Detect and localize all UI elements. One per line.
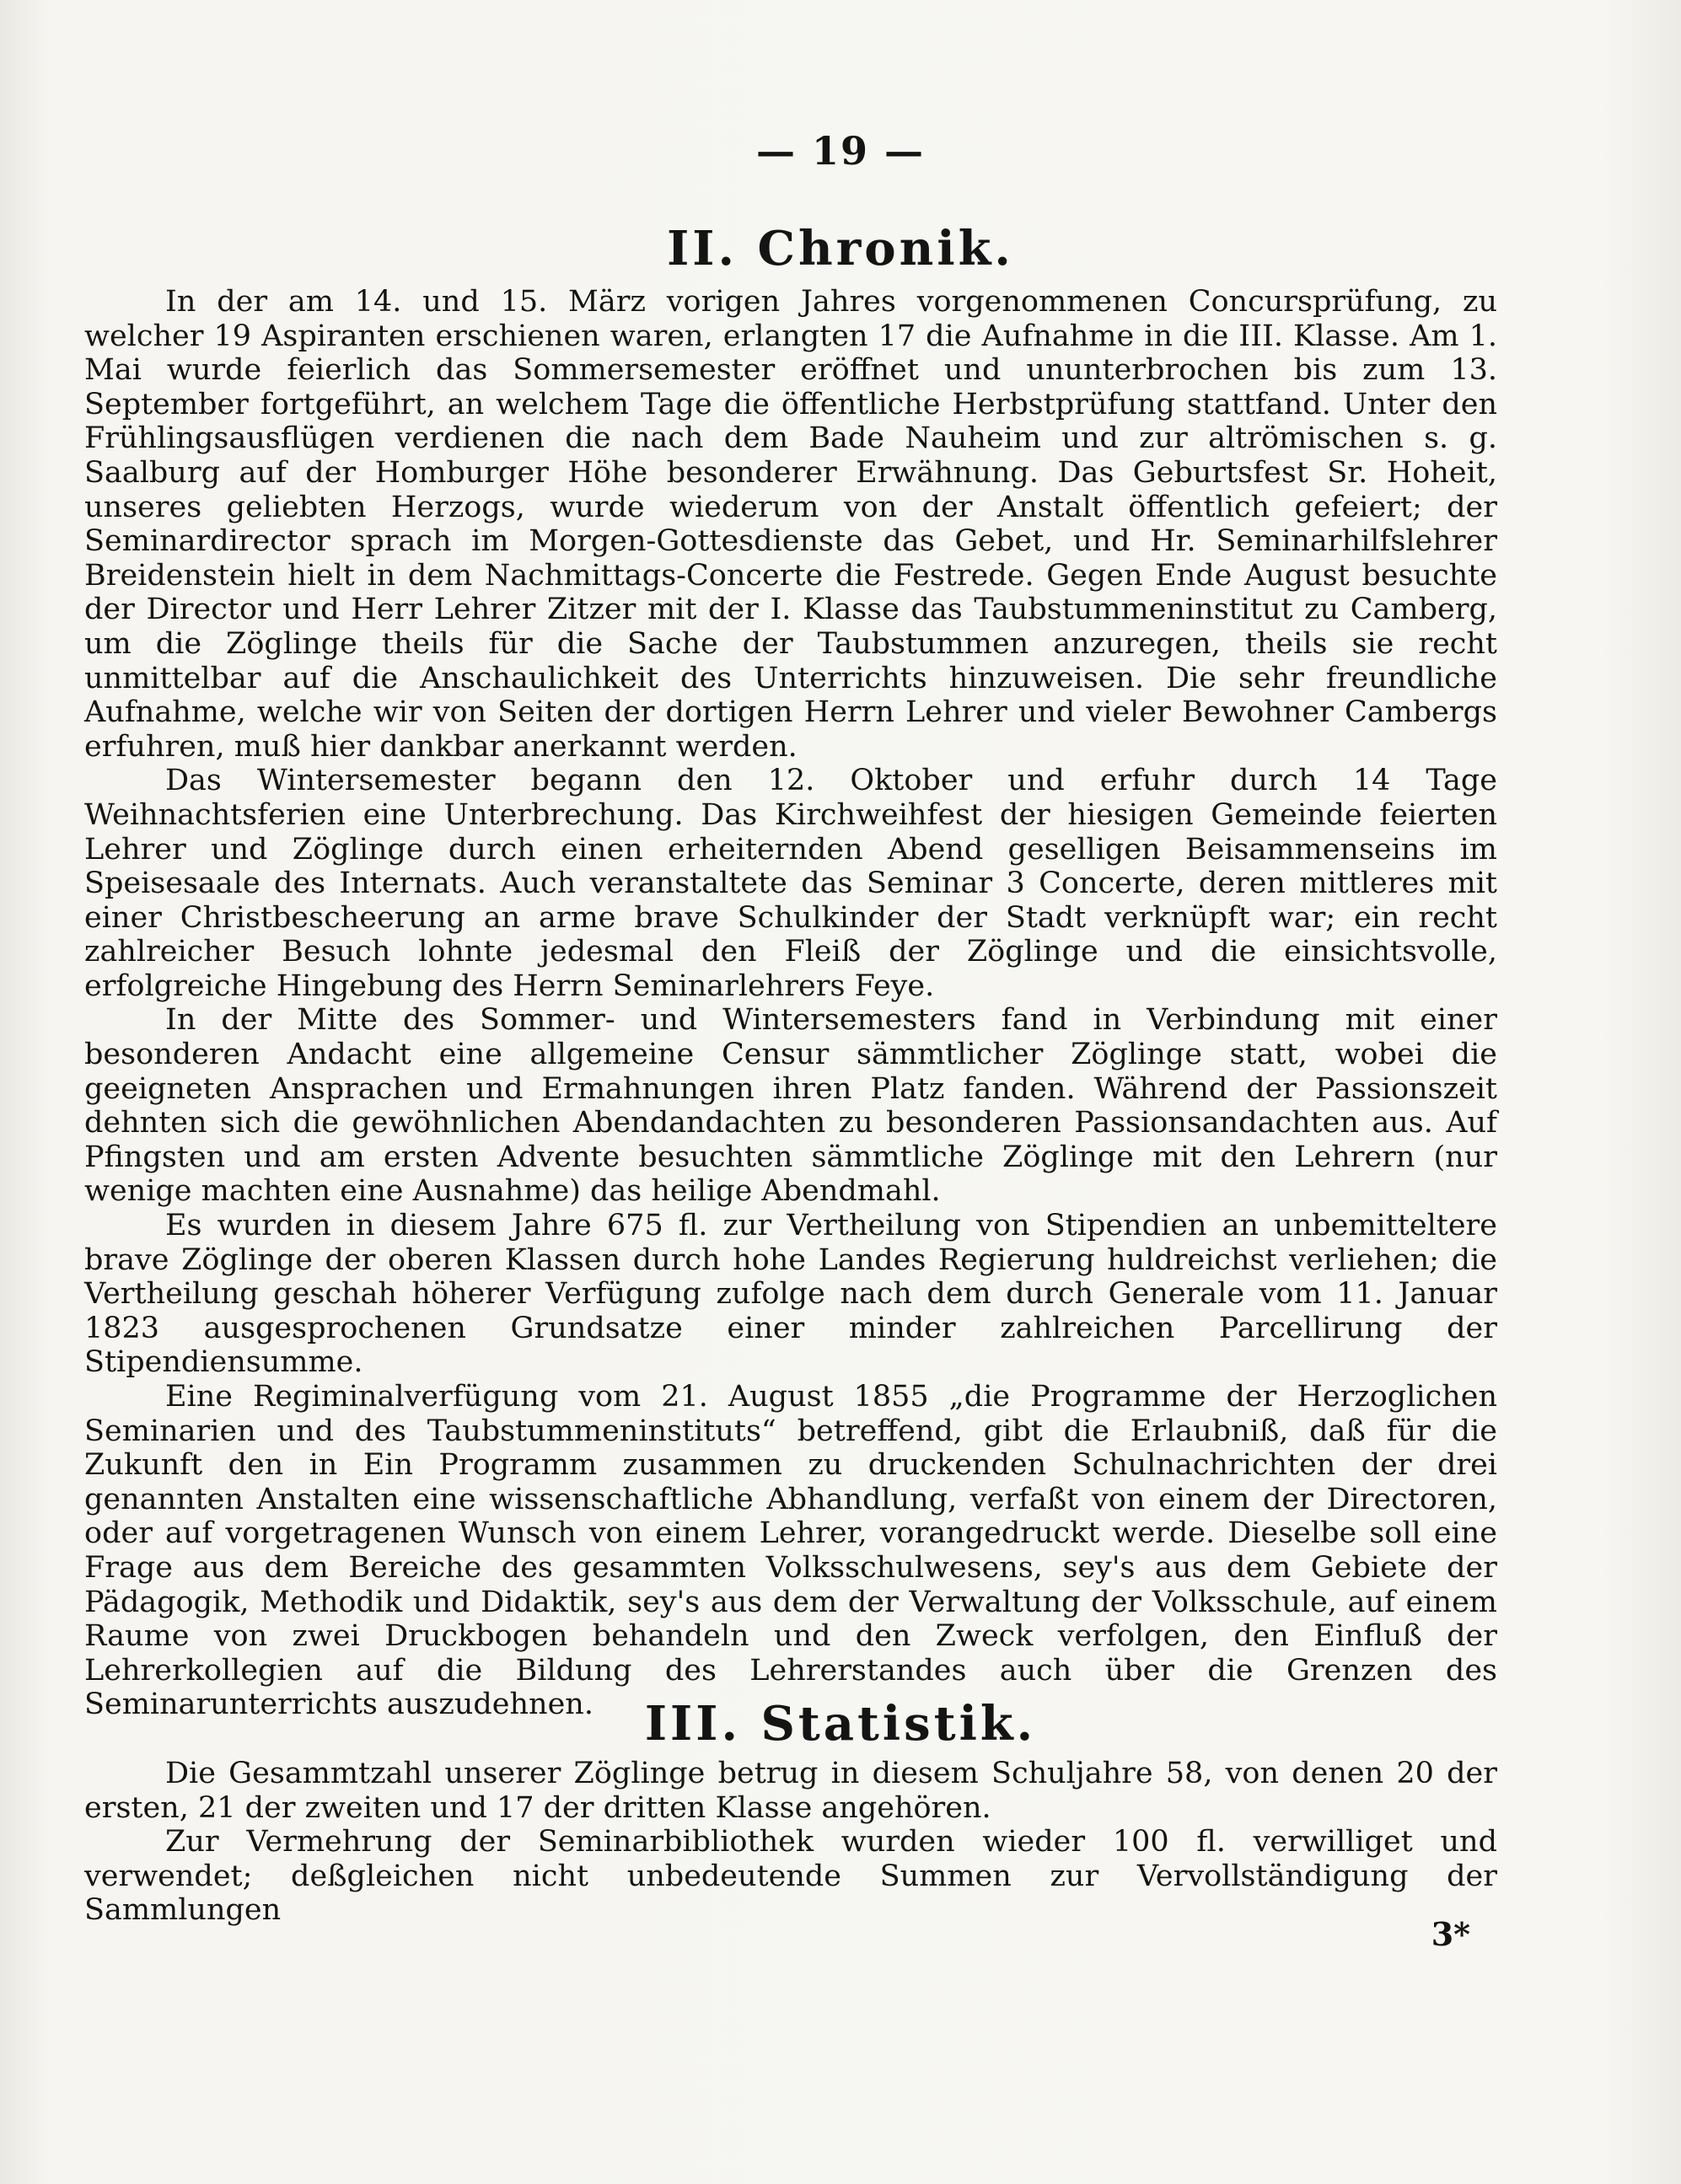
printer-signature-mark: 3* bbox=[1431, 1915, 1470, 1953]
statistik-section bbox=[84, 1757, 1497, 1928]
chronik-paragraph: Es wurden in diesem Jahre 675 fl. zur Vertheilung von Stipendien an unbemitteltere brave Zöglinge der oberen Klassen durch hohe Landes Regierung huldreichst verliehen; die Vertheilung geschah höherer Verfügung zufolge nach dem durch Generale vom 11. Januar 1823 ausgesprochenen Grundsatze einer minder zahlreichen Parcellirung der Stipendiensumme. bbox=[84, 1209, 1497, 1380]
chronik-section bbox=[84, 285, 1497, 1722]
page-number: — 19 — bbox=[755, 128, 926, 174]
statistik-paragraph: Zur Vermehrung der Seminarbibliothek wurden wieder 100 fl. verwilliget und verwendet; deßgleichen nicht unbedeutende Summen zur Vervollständigung der Sammlungen bbox=[84, 1825, 1497, 1928]
section-heading-statistik: III. Statistik. bbox=[644, 1696, 1037, 1752]
chronik-paragraph: Eine Regiminalverfügung vom 21. August 1855 „die Programme der Herzoglichen Seminarien und des Taubstummeninstituts“ betreffend, gibt die Erlaubniß, daß für die Zukunft den in Ein Programm zusammen zu druckenden Schulnachrichten der drei genannten Anstalten eine wissenschaftliche Abhandlung, verfaßt von einem der Directoren, oder auf vorgetragenen Wunsch von einem Lehrer, vorangedruckt werde. Dieselbe soll eine Frage aus dem Bereiche des gesammten Volksschulwesens, sey's aus dem Gebiete der Pädagogik, Methodik und Didaktik, sey's aus dem der Verwaltung der Volksschule, auf einem Raume von zwei Druckbogen behandeln und den Zweck verfolgen, den Einfluß der Lehrerkollegien auf die Bildung des Lehrerstandes auch über die Grenzen des Seminarunterrichts auszudehnen. bbox=[84, 1380, 1497, 1722]
statistik-paragraph: Die Gesammtzahl unserer Zöglinge betrug in diesem Schuljahre 58, von denen 20 der ersten, 21 der zweiten und 17 der dritten Klasse angehören. bbox=[84, 1757, 1497, 1825]
chronik-paragraph: In der Mitte des Sommer- und Wintersemesters fand in Verbindung mit einer besonderen Andacht eine allgemeine Censur sämmtlicher Zöglinge statt, wobei die geeigneten Ansprachen und Ermahnungen ihren Platz fanden. Während der Passionszeit dehnten sich die gewöhnlichen Abendandachten zu besonderen Passionsandachten aus. Auf Pfingsten und am ersten Advente besuchten sämmtliche Zöglinge mit den Lehrern (nur wenige machten eine Ausnahme) das heilige Abendmahl. bbox=[84, 1003, 1497, 1209]
chronik-paragraph: Das Wintersemester begann den 12. Oktober und erfuhr durch 14 Tage Weihnachtsferien eine Unterbrechung. Das Kirchweihfest der hiesigen Gemeinde feierten Lehrer und Zöglinge durch einen erheiternden Abend geselligen Beisammenseins im Speisesaale des Internats. Auch veranstaltete das Seminar 3 Concerte, deren mittleres mit einer Christbescheerung an arme brave Schulkinder der Stadt verknüpft war; ein recht zahlreicher Besuch lohnte jedesmal den Fleiß der Zöglinge und die einsichtsvolle, erfolgreiche Hingebung des Herrn Seminarlehrers Feye. bbox=[84, 764, 1497, 1003]
chronik-paragraph: In der am 14. und 15. März vorigen Jahres vorgenommenen Concursprüfung, zu welcher 19 Aspiranten erschienen waren, erlangten 17 die Aufnahme in die III. Klasse. Am 1. Mai wurde feierlich das Sommersemester eröffnet und ununterbrochen bis zum 13. September fortgeführt, an welchem Tage die öffentliche Herbstprüfung stattfand. Unter den Frühlingsausflügen verdienen die nach dem Bade Nauheim und zur altrömischen s. g. Saalburg auf der Homburger Höhe besonderer Erwähnung. Das Geburtsfest Sr. Hoheit, unseres geliebten Herzogs, wurde wiederum von der Anstalt öffentlich gefeiert; der Seminardirector sprach im Morgen-Gottesdienste das Gebet, und Hr. Seminarhilfslehrer Breidenstein hielt in dem Nachmittags-Concerte die Festrede. Gegen Ende August besuchte der Director und Herr Lehrer Zitzer mit der I. Klasse das Taubstummeninstitut zu Camberg, um die Zöglinge theils für die Sache der Taubstummen anzuregen, theils sie recht unmittelbar auf die Anschaulichkeit des Unterrichts hinzuweisen. Die sehr freundliche Aufnahme, welche wir von Seiten der dortigen Herrn Lehrer und vieler Bewohner Cambergs erfuhren, muß hier dankbar anerkannt werden. bbox=[84, 285, 1497, 764]
section-heading-chronik: II. Chronik. bbox=[667, 221, 1014, 276]
